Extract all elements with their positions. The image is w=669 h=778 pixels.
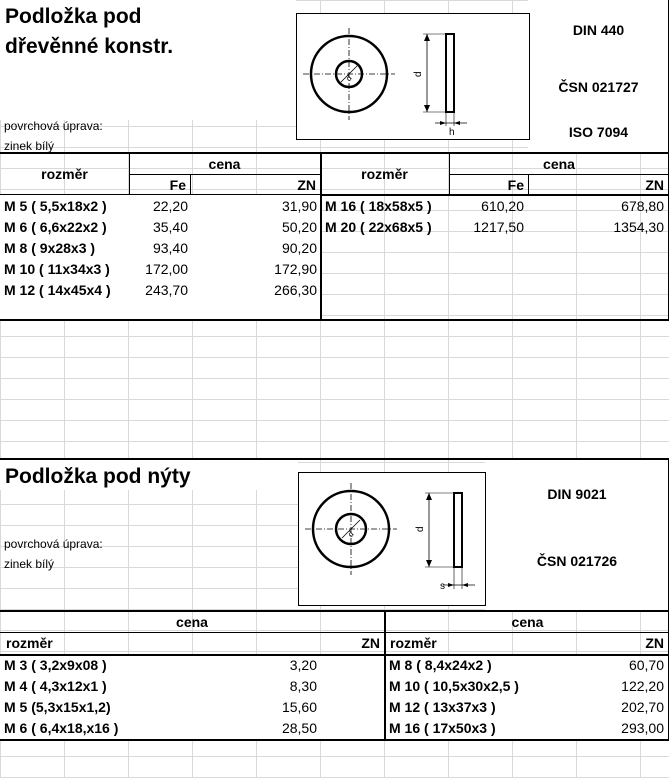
row-fe-price: 243,70 [145,282,188,298]
row-size: M 4 ( 4,3x12x1 ) [4,678,107,694]
surface-label: povrchová úprava: [4,119,103,133]
header-price: cena [208,156,241,172]
row-zn-price: 50,20 [281,219,317,235]
surface-label: povrchová úprava: [4,537,103,551]
row-size: M 12 ( 13x37x3 ) [389,699,496,715]
d2-label: d [415,526,426,532]
surface-value: zinek bílý [4,557,55,571]
rivet-washer-drawing [298,472,486,606]
row-size: M 12 ( 14x45x4 ) [4,282,111,298]
row-zn-price: 8,30 [289,678,317,694]
header-size-right: rozměr [361,166,408,182]
row-zn-price: 172,90 [274,261,317,277]
row-zn-price: 202,70 [621,699,664,715]
standard-din: DIN 440 [572,22,625,38]
rivet-washer-diagram-icon [299,473,485,605]
row-size: M 16 ( 17x50x3 ) [389,720,496,736]
product-title-line2: dřevěnné konstr. [5,35,174,58]
d1-label: d [344,73,354,84]
header-price: cena [176,614,208,630]
row-size: M 6 ( 6,4x18,x16 ) [4,720,119,736]
row-fe-price: 1217,50 [473,219,524,235]
row-size: M 3 ( 3,2x9x08 ) [4,657,107,673]
row-zn-price: 31,90 [281,198,317,214]
s-label: s [440,581,445,592]
row-size: M 5 (5,3x15x1,2) [4,699,111,715]
header-size-right: rozměr [390,635,437,651]
row-fe-price: 22,20 [152,198,188,214]
row-size: M 6 ( 6,6x22x2 ) [4,219,107,235]
washer-drawing [296,13,530,140]
row-size: M 5 ( 5,5x18x2 ) [4,198,107,214]
header-fe: Fe [169,177,186,193]
header-zn: ZN [361,635,380,651]
row-size: M 10 ( 10,5x30x2,5 ) [389,678,519,694]
washer-diagram-icon [297,14,529,139]
header-zn-right: ZN [645,635,664,651]
row-zn-price: 60,70 [628,657,664,673]
header-fe-right: Fe [507,177,524,193]
row-zn-price: 1354,30 [613,219,664,235]
row-zn-price: 15,60 [281,699,317,715]
row-zn-price: 90,20 [281,240,317,256]
row-size: M 20 ( 22x68x5 ) [325,219,432,235]
product-title-line1: Podložka pod [5,5,142,28]
h-label: h [449,127,455,138]
d2-label: d [413,71,424,77]
standard-csn: ČSN 021727 [558,79,639,95]
row-size: M 8 ( 8,4x24x2 ) [389,657,492,673]
row-size: M 10 ( 11x34x3 ) [4,261,110,277]
surface-value: zinek bílý [4,139,55,153]
row-fe-price: 610,20 [481,198,524,214]
row-zn-price: 266,30 [274,282,317,298]
row-zn-price: 678,80 [621,198,664,214]
row-fe-price: 35,40 [152,219,188,235]
product-title-rivet: Podložka pod nýty [5,465,191,488]
standard-csn-021726: ČSN 021726 [536,553,618,569]
header-price-right: cena [511,614,544,630]
d1-label: d [346,529,356,540]
row-size: M 8 ( 9x28x3 ) [4,240,96,256]
standard-iso: ISO 7094 [568,124,629,140]
standard-din-9021: DIN 9021 [547,486,607,502]
row-size: M 16 ( 18x58x5 ) [325,198,432,214]
header-zn-right: ZN [645,177,664,193]
header-size: rozměr [41,166,88,182]
row-zn-price: 3,20 [289,657,317,673]
row-zn-price: 28,50 [281,720,317,736]
row-zn-price: 122,20 [621,678,664,694]
header-size: rozměr [6,635,53,651]
row-zn-price: 293,00 [621,720,664,736]
row-fe-price: 172,00 [145,261,188,277]
header-zn: ZN [297,177,316,193]
header-price-right: cena [543,156,575,172]
row-fe-price: 93,40 [152,240,188,256]
